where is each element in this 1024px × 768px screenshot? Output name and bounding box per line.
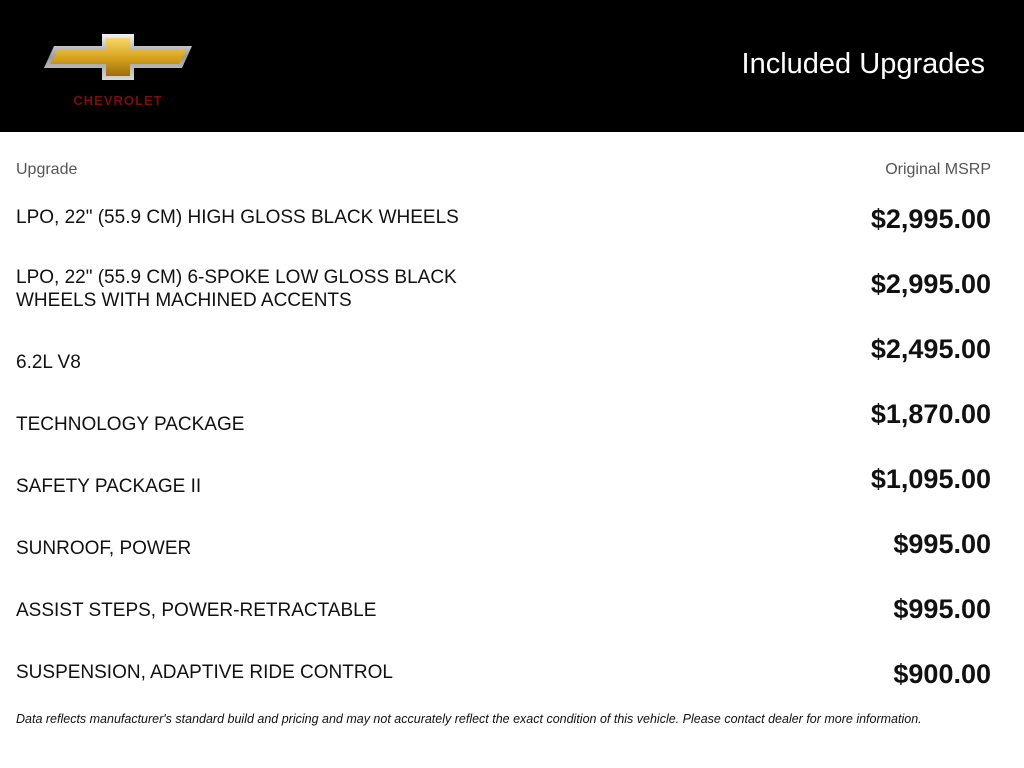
upgrade-name: SUNROOF, POWER — [16, 538, 192, 559]
upgrade-price: $995.00 — [893, 529, 991, 559]
upgrade-price: $2,995.00 — [870, 269, 991, 299]
upgrade-name: LPO, 22" (55.9 CM) 6-SPOKE LOW GLOSS BLACK WHEELS WITH MACHINED ACCENTS — [16, 267, 457, 311]
upgrade-price: $995.00 — [893, 594, 991, 624]
upgrade-name: ASSIST STEPS, POWER-RETRACTABLE — [16, 600, 377, 621]
upgrade-name: SAFETY PACKAGE II — [16, 476, 202, 497]
brand-text: CHEVROLET — [73, 93, 163, 108]
upgrade-name: 6.2L V8 — [16, 352, 81, 373]
upgrade-price: $1,095.00 — [870, 464, 991, 494]
upgrade-price: $2,995.00 — [870, 204, 991, 234]
upgrade-name: SUSPENSION, ADAPTIVE RIDE CONTROL — [16, 662, 393, 683]
header-banner — [0, 0, 1024, 132]
chevrolet-bowtie-logo — [42, 32, 194, 112]
page-title: Included Upgrades — [741, 48, 985, 80]
upgrade-price: $1,870.00 — [870, 399, 991, 429]
upgrade-name: TECHNOLOGY PACKAGE — [16, 414, 245, 435]
disclaimer-text: Data reflects manufacturer's standard build and pricing and may not accurately reflect the exact condition of this vehicle. Please contact dealer for more information. — [16, 712, 922, 726]
upgrade-name: LPO, 22" (55.9 CM) HIGH GLOSS BLACK WHEELS — [16, 207, 459, 228]
column-header-upgrade: Upgrade — [16, 161, 78, 178]
column-header-msrp: Original MSRP — [885, 161, 991, 178]
upgrade-price: $900.00 — [893, 659, 991, 689]
upgrade-price: $2,495.00 — [870, 334, 991, 364]
